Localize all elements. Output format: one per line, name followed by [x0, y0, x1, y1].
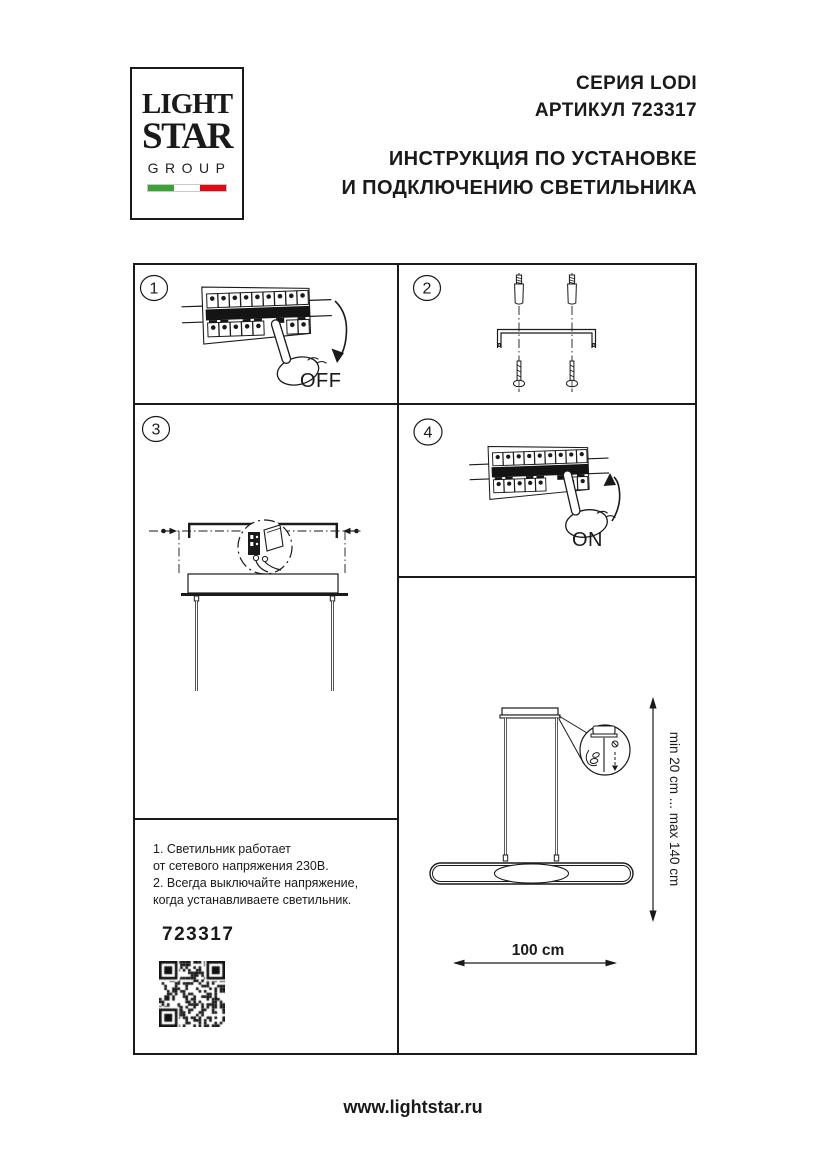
logo-group-text: GROUP: [147, 160, 232, 176]
breaker-panel-illustration: [181, 283, 333, 345]
on-label: ON: [572, 529, 603, 551]
instruction-title-line1: ИНСТРУКЦИЯ ПО УСТАНОВКЕ: [388, 148, 697, 170]
step1-number-badge: [141, 276, 168, 301]
step1-number: 1: [149, 280, 159, 298]
flag-red-segment: [200, 185, 226, 191]
breaker-panel-illustration: [469, 442, 610, 500]
off-label: OFF: [300, 370, 342, 392]
instruction-grid: [133, 263, 697, 1055]
article-title: АРТИКУЛ 723317: [534, 100, 697, 121]
wall-anchor-icon: [515, 275, 524, 304]
step2-number: 2: [422, 280, 432, 298]
screw-icon: [513, 361, 524, 387]
step4-number: 4: [423, 424, 433, 442]
suspension-cable: [503, 718, 558, 861]
grid-border-right: [695, 263, 697, 1055]
step2-panel: [399, 265, 695, 403]
qr-code: [159, 961, 225, 1027]
step3-number-badge: [143, 417, 170, 442]
canopy: [500, 708, 560, 718]
notes-panel: [135, 820, 397, 1053]
step3-number: 3: [151, 421, 161, 439]
step4-number-badge: [414, 419, 442, 445]
width-dimension-line: [453, 960, 617, 967]
wall-anchor-icon: [568, 275, 577, 304]
lamp-body: [430, 863, 633, 884]
cable-adjuster-detail: [559, 716, 630, 775]
step4-panel: [399, 405, 695, 576]
height-dimension-line: [649, 697, 656, 922]
flag-green-segment: [148, 185, 174, 191]
canopy-illustration: [181, 574, 348, 601]
series-title: СЕРИЯ LODI: [575, 73, 697, 94]
note-line-3: 2. Всегда выключайте напряжение,: [153, 876, 359, 890]
width-dimension-label: 100 cm: [511, 942, 565, 959]
logo-star-text: STAR: [142, 116, 232, 157]
side-screw-icon: [161, 528, 177, 534]
note-line-1: 1. Светильник работает: [153, 842, 291, 856]
header-titles: [341, 70, 697, 203]
step2-number-badge: [414, 276, 441, 301]
instruction-title: [341, 145, 697, 203]
pendant-lamp-illustration: [430, 708, 633, 884]
rotate-up-arrow-icon: [604, 473, 620, 521]
article-number: 723317: [162, 924, 235, 945]
note-line-2: от сетевого напряжения 230В.: [153, 859, 329, 873]
note-line-4: когда устанавливаете светильник.: [153, 893, 352, 907]
magnifier-detail-circle: [238, 520, 292, 574]
grid-border-bottom: [133, 1053, 697, 1055]
step1-panel: [135, 265, 397, 403]
height-dimension-label: min 20 cm ... max 140 cm: [667, 731, 682, 887]
footer-url: www.lightstar.ru: [343, 1097, 483, 1117]
lightstar-logo: [130, 67, 244, 220]
mounting-bracket-illustration: [498, 330, 596, 349]
rotate-down-arrow-icon: [332, 301, 347, 363]
flag-white-segment: [174, 185, 200, 191]
logo-light-text: LIGHT: [141, 88, 233, 120]
italy-flag-bar: [147, 184, 227, 192]
screw-icon: [566, 361, 577, 387]
instruction-title-line2: И ПОДКЛЮЧЕНИЮ СВЕТИЛЬНИКА: [341, 177, 697, 199]
lamp-dimensions-panel: [399, 578, 695, 1053]
step3-panel: [135, 405, 397, 818]
